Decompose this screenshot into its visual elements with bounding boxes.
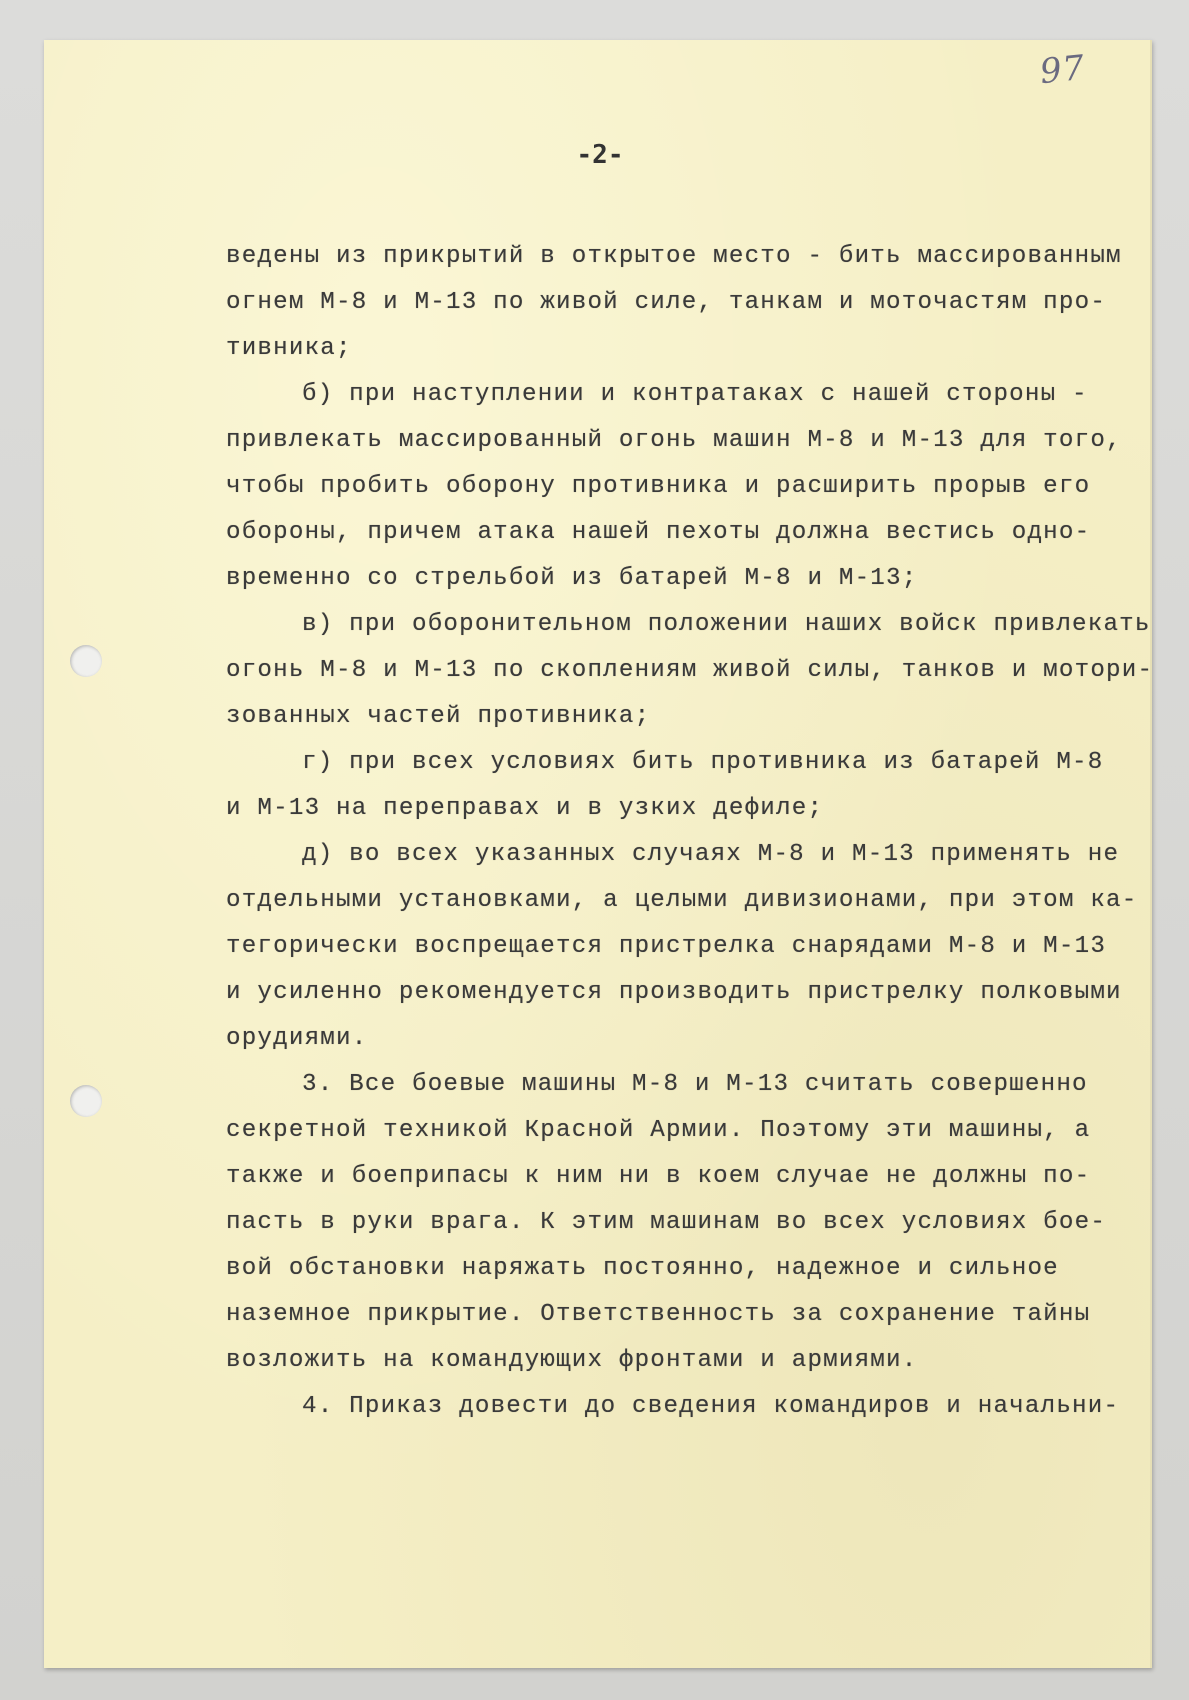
text-line: орудиями. — [226, 1025, 368, 1052]
text-line: тегорически воспрещается пристрелка снарядами М-8 и М-13 — [226, 933, 1107, 960]
text-line: в) при оборонительном положении наших войск привлекать — [302, 611, 1151, 638]
text-line: 4. Приказ довести до сведения командиров и начальни- — [302, 1393, 1120, 1420]
text-line: тивника; — [226, 335, 352, 362]
text-line: б) при наступлении и контратаках с нашей стороны - — [302, 381, 1088, 408]
archive-sheet-number: 97 — [1038, 47, 1088, 93]
text-line: секретной техникой Красной Армии. Поэтому эти машины, а — [226, 1117, 1091, 1144]
text-line: огнем М-8 и М-13 по живой силе, танкам и моточастям про- — [226, 289, 1107, 316]
text-line: вой обстановки наряжать постоянно, надежное и сильное — [226, 1255, 1059, 1282]
text-line: зованных частей противника; — [226, 703, 651, 730]
text-line: огонь М-8 и М-13 по скоплениям живой силы, танков и мотори- — [226, 657, 1154, 684]
text-line: 3. Все боевые машины М-8 и М-13 считать совершенно — [302, 1071, 1088, 1098]
page-number: -2- — [576, 140, 624, 170]
text-line: ведены из прикрытий в открытое место - бить массированным — [226, 243, 1122, 270]
text-line: также и боеприпасы к ним ни в коем случае не должны по- — [226, 1163, 1091, 1190]
text-line: г) при всех условиях бить противника из батарей М-8 — [302, 749, 1104, 776]
text-line: отдельными установками, а целыми дивизионами, при этом ка- — [226, 887, 1138, 914]
document-body — [226, 234, 1154, 1430]
text-line: возложить на командующих фронтами и армиями. — [226, 1347, 918, 1374]
punch-hole-icon — [70, 1085, 102, 1117]
text-line: обороны, причем атака нашей пехоты должна вестись одно- — [226, 519, 1091, 546]
text-line: привлекать массированный огонь машин М-8 и М-13 для того, — [226, 427, 1122, 454]
punch-hole-icon — [70, 645, 102, 677]
text-line: наземное прикрытие. Ответственность за сохранение тайны — [226, 1301, 1091, 1328]
text-line: временно со стрельбой из батарей М-8 и М-13; — [226, 565, 918, 592]
text-line: пасть в руки врага. К этим машинам во всех условиях бое- — [226, 1209, 1107, 1236]
text-line: д) во всех указанных случаях М-8 и М-13 применять не — [302, 841, 1120, 868]
text-line: и М-13 на переправах и в узких дефиле; — [226, 795, 824, 822]
text-line: и усиленно рекомендуется производить пристрелку полковыми — [226, 979, 1122, 1006]
text-line: чтобы пробить оборону противника и расширить прорыв его — [226, 473, 1091, 500]
